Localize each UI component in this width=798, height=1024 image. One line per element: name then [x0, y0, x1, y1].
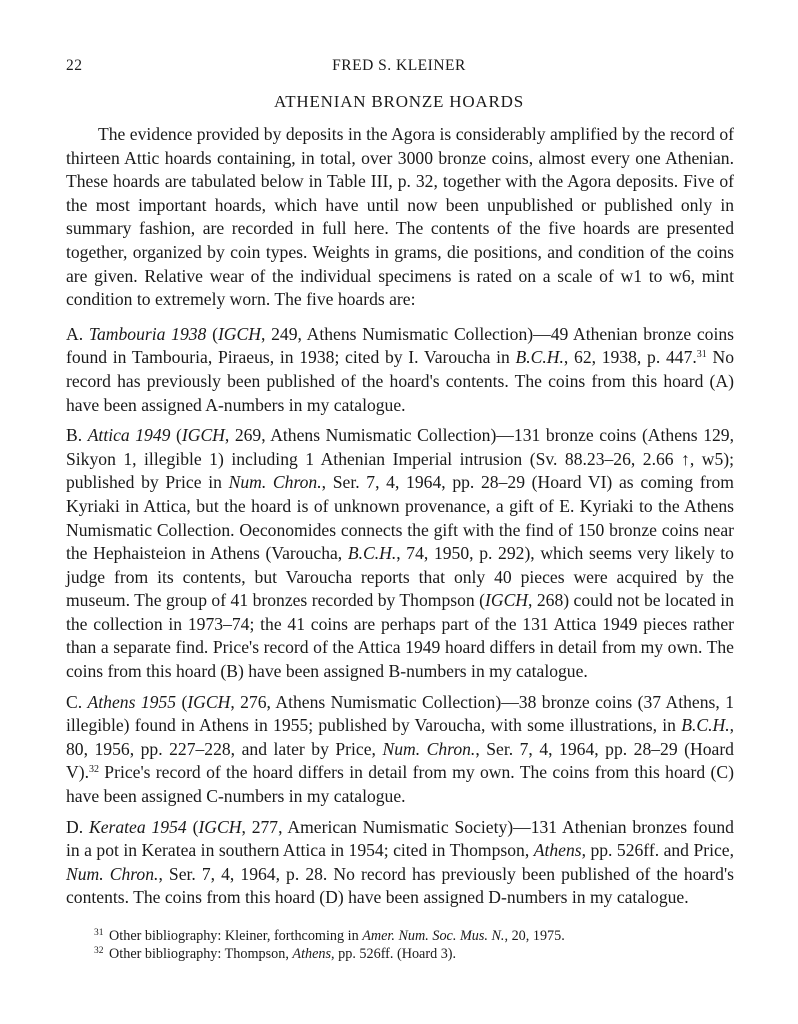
hoard-name: Tambouria 1938 [88, 323, 207, 344]
hoard-entry-b: B. Attica 1949 (IGCH, 269, Athens Numismatic Collection)—131 bronze coins (Athens 129, Sikyon 1, illegible 1) including 1 Athenian Imperial intrusion (Sv. 88.23–26, 2.66 ↑, w5); published by Price in Num. Chron., Ser. 7, 4, 1964, pp. 28–29 (Hoard VI) as coming from Kyriaki in Attica, but the hoard is of unknown provenance, a gift of E. Kyriaki to the Athens Numismatic Collection. Oeconomides connects the gift with the find of 150 bronze coins near the Hephaisteion in Athens (Varoucha, B.C.H., 74, 1950, p. 292), which seems very likely to judge from its contents, but Varoucha reports that only 40 pieces were acquired by the museum. The group of 41 bronzes recorded by Thompson (IGCH, 268) could not be located in the collection in 1973–74; the 41 coins are perhaps part of the 131 Attica 1949 pieces rather than a separate find. Price's record of the Attica 1949 hoard differs in detail from my own. The coins from this hoard (B) have been assigned B-numbers in my catalogue. [66, 425, 734, 682]
hoard-entry-d: D. Keratea 1954 (IGCH, 277, American Numismatic Society)—131 Athenian bronzes found in a pot in Keratea in southern Attica in 1954; cited in Thompson, Athens, pp. 526ff. and Price, Num. Chron., Ser. 7, 4, 1964, p. 28. No record has previously been published of the hoard's contents. The coins from this hoard (D) have been assigned D-numbers in my catalogue. [66, 816, 734, 908]
section-title: ATHENIAN BRONZE HOARDS [274, 92, 524, 111]
footnotes [94, 927, 734, 963]
intro-paragraph: The evidence provided by deposits in the Agora is considerably amplified by the record of thirteen Attic hoards containing, in total, over 3000 bronze coins, almost every one Athenian. These hoards are tabulated below in Table III, p. 32, together with the Agora deposits. Five of the most important hoards, which have until now been unpublished or published only in summary fashion, are recorded in full here. The contents of the five hoards are presented together, organized by coin types. Weights in grams, die positions, and condition of the coins are given. Relative wear of the individual specimens is rated on a scale of w1 to w6, mint condition to extremely worn. The five hoards are: [66, 124, 734, 310]
hoard-name: Attica 1949 [87, 425, 171, 446]
footnote-ref-32: 32 [88, 764, 99, 776]
hoard-name: Athens 1955 [87, 691, 177, 712]
footnote-mark: 32 [94, 946, 104, 956]
running-head-author: FRED S. KLEINER [332, 57, 466, 74]
hoard-entry-c: C. Athens 1955 (IGCH, 276, Athens Numismatic Collection)—38 bronze coins (37 Athens, 1 illegible) found in Athens in 1955; published by Varoucha, with some illustrations, in B.C.H., 80, 1956, pp. 227–228, and later by Price, Num. Chron., Ser. 7, 4, 1964, pp. 28–29 (Hoard V).$^{32}$ Price's record of the hoard differs in detail from my own. The coins from this hoard (C) have been assigned C-numbers in my catalogue. [66, 691, 734, 807]
footnote-32: $^{32}$ Other bibliography: Thompson, Athens, pp. 526ff. (Hoard 3). [94, 946, 457, 962]
footnote-ref-31: 31 [696, 349, 707, 361]
hoard-entry-a: A. Tambouria 1938 (IGCH, 249, Athens Numismatic Collection)—49 Athenian bronze coins found in Tambouria, Piraeus, in 1938; cited by I. Varoucha in B.C.H., 62, 1938, p. 447.31 No record has previously been published of the hoard's contents. The coins from this hoard (A) have been assigned A-numbers in my catalogue. [66, 323, 734, 415]
body-text [66, 123, 734, 910]
footnote-31: $^{31}$ Other bibliography: Kleiner, forthcoming in Amer. Num. Soc. Mus. N., 20, 1975. [94, 928, 565, 944]
hoard-name: Keratea 1954 [88, 816, 187, 837]
page-number: 22 [66, 57, 83, 74]
running-head [66, 57, 732, 79]
footnote-mark: 31 [94, 928, 104, 938]
